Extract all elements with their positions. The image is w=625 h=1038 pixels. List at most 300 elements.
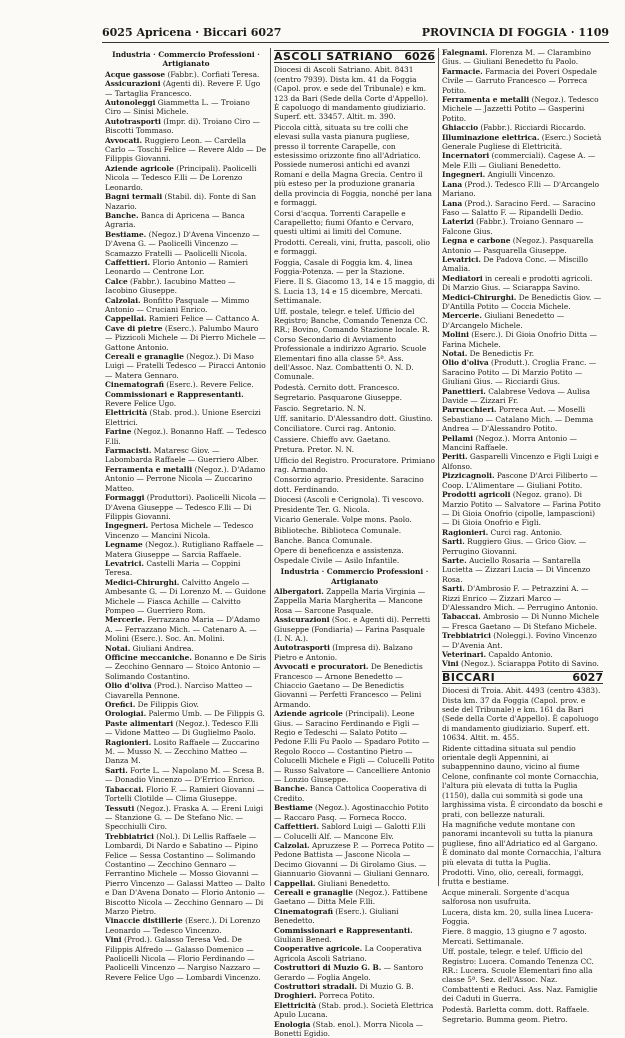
directory-entry bbox=[105, 644, 267, 653]
description-paragraph: Diocesi di Troia. Abit. 4493 (centro 4383). Dista km. 37 da Foggia (Capol. prov. e sede del Tribunale) e km. 161 da Bari (Sede della Corte d'Appello). È capoluogo di mandamento giudiziario. Superf. ett. 10634. Altit. m. 455. bbox=[442, 686, 601, 743]
entry-category: Lana bbox=[442, 198, 463, 208]
description-paragraph: Segretario. Pasquarone Giuseppe. bbox=[274, 393, 402, 403]
entry-category: Tabaccai. bbox=[442, 612, 481, 622]
town-name: ASCOLI SATRIANO bbox=[274, 50, 394, 63]
entry-category: Avvocati e procuratori. bbox=[274, 662, 369, 672]
directory-entry bbox=[442, 180, 603, 199]
entry-category: Ragionieri. bbox=[105, 737, 152, 747]
description-paragraph: Podestà. Cernito dott. Francesco. bbox=[274, 382, 400, 392]
column-1 bbox=[102, 48, 270, 982]
entry-category: Illuminazione elettrica. bbox=[442, 132, 540, 142]
directory-entry bbox=[105, 79, 267, 98]
directory-entry bbox=[274, 803, 435, 822]
entry-text: (commerciali). Cagese A. — Mele F.lli — Giuliani Benedetto. bbox=[442, 151, 596, 170]
entry-text: Florenza M. — Clarambino Gius. — Giuliani Benedetto fu Paolo. bbox=[442, 48, 591, 67]
entry-text: Losito Raffaele — Zuccarino M. — Musso N. — Zecchino Matteo — Danza M. bbox=[105, 737, 260, 766]
description-paragraph: Uff. postale, telegr. e telef. Ufficio del Registro: Lucera. Comando Tenenza CC. RR.: Lucera. Scuole Elementari fino alla classe 5ª. Sez. dell'Assoc. Naz. Combattenti e Reduci. Ass. Naz. Famiglie dei Caduti in Guerra. bbox=[442, 947, 598, 1004]
town-description bbox=[442, 686, 603, 1024]
entry-text: (Stab. enol.). Morra Nicola — Bonetti Egidio. bbox=[274, 1019, 424, 1038]
entry-text: Farmacia dei Poveri Ospedale Civile — Garruto Francesco — Porreca Potito. bbox=[442, 66, 597, 95]
entry-category: Costruttori di Muzio G. B. bbox=[274, 963, 382, 973]
entry-text: Apruzzese P. — Porreca Potito — Pedone Battista — Jascone Nicola — Decimo Giovanni — Di Girolamo Gius. — Giannuario Giovanni — Giuliani Gennaro. bbox=[274, 840, 434, 879]
description-paragraph: Prodotti. Vino, olio, cereali, formaggi, frutta e bestiame. bbox=[442, 867, 584, 887]
entry-category: Commissionari e Rappresentanti. bbox=[105, 389, 244, 399]
entry-text: (Prod.). Narciso Matteo — Ciavarella Pennone. bbox=[105, 681, 253, 700]
description-paragraph: Pretura. Pretor. N. N. bbox=[274, 445, 354, 455]
entry-text: (Negoz.). Rutigliano Raffaele — Matera Giuseppe — Sarcia Raffaele. bbox=[105, 540, 264, 559]
description-paragraph: Lucera, dista km. 20, sulla linea Lucera-Foggia. bbox=[442, 907, 593, 926]
directory-entry bbox=[274, 1020, 435, 1038]
description-paragraph: Uff. postale, telegr. e telef. Ufficio del Registro; Banche, Comando Tenenza CC. RR.; Bovino, Comando Stazione locale. R. Corso Secondario di Avviamento Professionale a indirizzo Agrario. Scuole Elementari fino alla classe 5ª. Ass. dell'Assoc. Naz. Combattenti O. N. D. Comunale. bbox=[274, 306, 430, 382]
directory-entry bbox=[442, 490, 603, 528]
columns bbox=[102, 48, 610, 1038]
entry-category: Cinematografi bbox=[274, 906, 333, 916]
page-header bbox=[102, 24, 609, 40]
description-paragraph: Ha magnifiche vedute montane con panorami incantevoli su tutta la pianura pugliese, fino all'Adriatico ed al Gargano. È dominato dal monte Cornacchia, l'altura più elevata di tutta la Puglia. bbox=[442, 819, 602, 867]
entry-text: De Filippis Giov. bbox=[135, 700, 199, 710]
entry-text: (Impr. di). Troiano Ciro — Biscotti Tommaso. bbox=[105, 116, 260, 136]
directory-entry bbox=[105, 493, 267, 521]
entry-text: Pertosa Michele — Tedesco Vincenzo — Mancini Nicola. bbox=[105, 521, 254, 540]
entry-text: Curci rag. Antonio. bbox=[488, 527, 562, 537]
directory-entry bbox=[105, 738, 267, 766]
entry-category: Sarte. bbox=[442, 555, 467, 565]
entry-text: in cereali e prodotti agricoli. Di Marzio Gius. — Sciarappa Savino. bbox=[442, 273, 593, 293]
entry-category: Assicurazioni bbox=[105, 79, 161, 89]
entry-category: Lana bbox=[442, 179, 463, 189]
description-paragraph: Ridente cittadina situata sul pendio orientale degli Appennini, ai subappennino dauno, vicino al fiume Celone, confinante col monte Cornacchia, l'altura più elevata di tutta la Puglia (1150), dalla cui sommità si gode una larghissima vista. È circondato da boschi e prati, con bellezze naturali. bbox=[442, 743, 603, 819]
entry-text: De Benedictis Giov. — D'Antilla Potito — Coccia Michele. bbox=[442, 292, 602, 311]
entry-text: (Soc. e Agenti di). Perretti Giuseppe (Fondiaria) — Farina Pasquale (I. N. A.). bbox=[274, 615, 431, 643]
entry-category: Calce bbox=[105, 276, 128, 286]
entry-text: Banca Cattolica Cooperativa di Credito. bbox=[274, 784, 427, 803]
entry-category: Ferramenta e metalli bbox=[105, 464, 193, 474]
entry-text: Giuliani Andrea. bbox=[130, 643, 194, 653]
entry-text: Giammetta L. — Troiano Ciro — Sinisi Michele. bbox=[105, 98, 250, 117]
directory-entry bbox=[442, 556, 603, 584]
description-paragraph: Segretario. Bumma geom. Pietro. bbox=[442, 1015, 568, 1025]
entry-category: Elettricità bbox=[105, 408, 148, 418]
entry-category: Ferramenta e metalli bbox=[442, 95, 530, 105]
directory-entry bbox=[442, 471, 603, 490]
directory-entry bbox=[274, 888, 435, 907]
entry-category: Costruttori stradali. bbox=[274, 982, 358, 991]
entry-category: Aziende agricole bbox=[274, 709, 343, 719]
entry-text: (Negoz.). Pasquarella Antonio — Pasquarella Giuseppe. bbox=[442, 236, 594, 255]
entry-text: Ramieri Felice — Cattanco A. bbox=[146, 314, 260, 324]
section-heading: Industria · Commercio Professioni · Artigianato bbox=[280, 567, 429, 586]
entry-category: Albergatori. bbox=[274, 586, 324, 596]
entry-text: (Impresa di). Balzano Pietro e Antonio. bbox=[274, 643, 413, 662]
directory-entry bbox=[105, 136, 267, 164]
directory-entry bbox=[442, 255, 603, 274]
entry-text: (Negoz.). Sciarappa Potito di Savino. bbox=[458, 659, 599, 669]
entry-category: Levatrici. bbox=[105, 558, 144, 568]
entry-text: (Negoz.). Bonanno Haff. — Tedesco F.lli. bbox=[105, 427, 267, 446]
entry-text: (Noleggi.). Fovino Vincenzo — D'Avenia Ant. bbox=[442, 631, 597, 650]
description-paragraph: Diocesi di Ascoli Satriano. Abit. 8431 (centro 7939). Dista km. 41 da Foggia (Capol. prov. e sede del Tribunale) e km. 123 da Bari (Sede della Corte d'Appello). È capoluogo di mandamento giudiziario. Superf. ett. 33457. Altit. m. 390. bbox=[274, 65, 429, 122]
directory-entry bbox=[442, 358, 603, 386]
directory-entry bbox=[274, 587, 435, 615]
entry-category: Mercerie. bbox=[442, 311, 482, 321]
description-paragraph: Fascio. Segretario. N. N. bbox=[274, 403, 366, 413]
entry-category: Ingegneri. bbox=[442, 170, 486, 180]
entry-text: D'Ambrosio F. — Petrazzini A. — Rizzi Enrico — Zizzari Marco — D'Alessandro Mich. — Perrugino Antonio. bbox=[442, 584, 598, 612]
entry-category: Commissionari e Rappresentanti. bbox=[274, 925, 413, 935]
entry-text: (Eserc.). Giuliani Benedetto. bbox=[274, 906, 399, 926]
entry-text: Ruggiero Leon. — Cardella Carlo — Toschi Felice — Revere Aldo — De Filippis Giovanni. bbox=[105, 135, 267, 164]
entry-text: Porreca Aut. — Moselli Sebastiano — Catalano Mich. — Demma Andrea — D'Alessandro Potito. bbox=[442, 405, 594, 434]
entry-category: Bestiame bbox=[274, 803, 313, 813]
directory-entry bbox=[105, 230, 267, 258]
entry-category: Farine bbox=[105, 427, 132, 437]
directory-entry bbox=[105, 98, 267, 117]
entry-category: Cooperative agricole. bbox=[274, 944, 363, 954]
directory-entry bbox=[274, 991, 435, 1000]
entry-text: De Benedictis Francesco — Arnone Benedetto — Chiaccio Gaetano — De Benedictis Giovanni — Perfetti Francesco — Pelini Armando. bbox=[274, 662, 423, 709]
entry-category: Calzolai. bbox=[274, 840, 310, 850]
entry-text: (Negoz.). Agostinacchio Potito — Raccaro Pasq. — Forneca Rocco. bbox=[274, 803, 429, 822]
directory-entry bbox=[442, 274, 603, 293]
directory-entry bbox=[274, 963, 435, 982]
entry-category: Aziende agricole bbox=[105, 163, 174, 173]
entry-list bbox=[105, 70, 267, 982]
directory-entry bbox=[274, 926, 435, 945]
entry-text: La Cooperativa Agricola Ascoli Satriano. bbox=[274, 944, 422, 963]
entry-category: Trebbiatrici bbox=[105, 831, 154, 841]
directory-entry bbox=[442, 67, 603, 95]
entry-category: Notai. bbox=[105, 643, 131, 653]
entry-text: (Negoz.). Fraska A. — Ereni Luigi — Stanzione G. — De Stefano Nic. — Specchiulli Ciro. bbox=[105, 803, 264, 832]
entry-text: (Stab. prod.). Società Elettrica Apulo Lucana. bbox=[274, 1000, 434, 1020]
entry-category: Notai. bbox=[442, 349, 468, 358]
town-name: BICCARI bbox=[442, 670, 496, 684]
entry-category: Olio d'oliva bbox=[442, 358, 489, 368]
entry-category: Farmacisti. bbox=[105, 446, 152, 456]
description-paragraph: Uff. sanitario. D'Alessandro dott. Giustino. bbox=[274, 414, 433, 424]
description-paragraph: Banche. Banca Comunale. bbox=[274, 535, 373, 545]
entry-text: Florio Antonio — Ramieri Leonardo — Centrone Lor. bbox=[105, 257, 249, 277]
directory-entry bbox=[105, 559, 267, 578]
description-paragraph: Podestà. Barletta comm. dott. Raffaele. bbox=[442, 1004, 590, 1014]
entry-category: Sarti. bbox=[442, 537, 465, 547]
entry-text: Giuliani Benedetto. bbox=[315, 878, 391, 888]
entry-text: (Eserc.). Di Lorenzo Leonardo — Tedesco Vincenzo. bbox=[105, 916, 261, 935]
entry-category: Medici-Chirurghi. bbox=[442, 292, 517, 302]
directory-entry bbox=[105, 766, 267, 785]
entry-text: (Agenti di). Revere F. Ugo — Tartaglia Francesco. bbox=[105, 79, 261, 98]
entry-text: Bonfitto Pasquale — Mimmo Antonio — Cruciani Enrico. bbox=[105, 295, 250, 314]
directory-entry bbox=[274, 709, 435, 784]
entry-text: Giuliani Bened. bbox=[274, 934, 332, 944]
entry-category: Cappellai. bbox=[274, 878, 316, 888]
entry-text: Giuliani Benedetto — D'Arcangelo Michele. bbox=[442, 311, 565, 330]
entry-category: Legname bbox=[105, 540, 143, 550]
directory-entry bbox=[442, 311, 603, 330]
entry-category: Paste alimentari bbox=[105, 718, 174, 728]
entry-text: Florio F. — Ramieri Giovanni — Tortelli Clotilde — Clima Giuseppe. bbox=[105, 784, 265, 804]
entry-category: Pellami bbox=[442, 433, 474, 443]
entry-text: (Nol.). Di Lellis Raffaele — Lombardi, Di Nardo e Sabatino — Pipino Felice — Sessa Costantino — Solimando Costantino — Zecchino Gennaro — Ferrantino Michele — Mosso Giovanni — Pierro Vincenzo — Galassi Matteo — Dalto e Dan D'Avena Donato — Florio Antonio — Biscotto Nicola — Zecchino Gennaro — Di Marzo Pietro. bbox=[105, 831, 265, 916]
entry-category: Officine meccaniche. bbox=[105, 653, 192, 662]
entry-text: Palermo Umb. — De Filippis G. bbox=[146, 709, 265, 719]
entry-text: (Negoz.). Morra Antonio — Mancini Raffaele. bbox=[442, 433, 577, 453]
entry-category: Periti. bbox=[442, 452, 468, 462]
entry-category: Autotrasporti bbox=[105, 116, 161, 126]
entry-category: Ghiaccio bbox=[442, 123, 479, 133]
entry-text: Revere Felice Ugo. bbox=[105, 399, 177, 409]
entry-category: Ragionieri. bbox=[442, 527, 489, 537]
directory-entry bbox=[274, 982, 435, 991]
directory-entry bbox=[442, 659, 603, 668]
directory-entry bbox=[105, 521, 267, 540]
entry-category: Parrucchieri. bbox=[442, 405, 497, 415]
entry-text: (Fabbr.). Iacubino Matteo — Iacobino Giuseppe. bbox=[105, 276, 236, 296]
directory-entry bbox=[105, 785, 267, 804]
entry-category: Vini bbox=[442, 659, 459, 669]
directory-entry bbox=[105, 211, 267, 230]
description-paragraph: Prodotti. Cereali, vini, frutta, pascoli, olio e formaggi. bbox=[274, 237, 430, 257]
entry-text: (Fabbr.). Ricciardi Riccardo. bbox=[478, 123, 586, 133]
entry-category: Banche. bbox=[105, 210, 139, 220]
header-right: PROVINCIA DI FOGGIA · 1109 bbox=[421, 25, 609, 39]
entry-category: Orefici. bbox=[105, 700, 136, 710]
entry-text: Gasparelli Vincenzo e Figli Luigi e Alfonso. bbox=[442, 452, 599, 471]
entry-text: — Santoro Gerardo — Foglia Angelo. bbox=[274, 963, 424, 982]
entry-text: (Negoz.). Di Maso Luigi — Fratelli Tedesco — Piracci Antonio — Matera Gennaro. bbox=[105, 352, 266, 380]
entry-category: Mediatori bbox=[442, 273, 483, 283]
entry-category: Caffettieri. bbox=[105, 257, 151, 267]
directory-entry bbox=[105, 465, 267, 493]
entry-text: Calvitto Angelo — Ambesante G. — Di Lorenzo M. — Guidone Michele — Fiasca Achille — Calvitto Pompeo — Guerriero Rom. bbox=[105, 577, 266, 615]
entry-text: (Produtt.). Croglia Franc. — Saracino Potito — Di Marzio Potito — Giuliani Gius. — Ricciardi Gius. bbox=[442, 358, 597, 387]
entry-text: Ruggiero Gius. — Grico Giov. — Perrugino Giovanni. bbox=[442, 537, 587, 556]
directory-entry bbox=[105, 916, 267, 935]
directory-entry bbox=[105, 380, 267, 389]
section-heading: Industria · Commercio Professioni · Artigianato bbox=[112, 50, 260, 69]
directory-entry bbox=[442, 387, 603, 406]
directory-entry bbox=[105, 719, 267, 738]
description-paragraph: Conciliatore. Curci rag. Antonio. bbox=[274, 424, 397, 434]
description-paragraph: Diocesi (Ascoli e Cerignola). Ti vescovo. Presidente Ter. G. Nicola. bbox=[274, 495, 424, 514]
directory-entry bbox=[442, 537, 603, 556]
directory-entry bbox=[274, 879, 435, 888]
directory-entry bbox=[442, 584, 603, 612]
directory-entry bbox=[105, 324, 267, 352]
entry-category: Enologia bbox=[274, 1019, 311, 1029]
column-3 bbox=[438, 48, 606, 1025]
entry-text: Sablord Luigi — Galotti F.lli — Colucelli Alf. — Mancone Elv. bbox=[274, 822, 426, 841]
directory-entry bbox=[105, 540, 267, 559]
directory-entry bbox=[274, 822, 435, 841]
directory-entry bbox=[442, 631, 603, 650]
town-heading-biccari bbox=[442, 671, 603, 684]
directory-entry bbox=[442, 330, 603, 349]
entry-category: Farmacie. bbox=[442, 66, 483, 76]
entry-category: Banche. bbox=[274, 784, 308, 794]
entry-category: Acque gassose bbox=[105, 69, 166, 79]
entry-category: Sarti. bbox=[105, 765, 128, 775]
entry-text: (Principali). Leone Gius. — Saracino Ferdinando e Figli — Regio e Tedeschi — Salato Potito — Pedone F.lli Fu Paolo — Spadaro Potito — Regolo Rocco — Costantino Pietro — Colucelli Michele e Figli — Colucelli Potito — Russo Salvatore — Cancelliere Antonio — Lonzio Giuseppe. bbox=[274, 709, 435, 785]
entry-text: (Negoz.). D'Adamo Antonio — Perrone Nicola — Zuccarino Matteo. bbox=[105, 464, 266, 493]
entry-text: (Eserc.). Revere Felice. bbox=[163, 380, 254, 390]
town-number: 6026 bbox=[404, 50, 435, 63]
entry-text: De Padova Conc. — Miscillo Amalia. bbox=[442, 254, 588, 274]
directory-entry bbox=[442, 236, 603, 255]
description-paragraph: Vicario Generale. Volpe mons. Paolo. bbox=[274, 515, 412, 525]
directory-entry bbox=[442, 217, 603, 236]
description-paragraph: Biblioteche. Biblioteca Comunale. bbox=[274, 525, 402, 535]
description-paragraph: Cassiere. Chieffo avv. Gaetano. bbox=[274, 434, 391, 444]
description-paragraph: Corsi d'acqua. Torrenti Carapelle e Carapelletto; fiumi Ofanto e Cervaro, questi ultimi ai limiti del Comune. bbox=[274, 208, 414, 237]
entry-category: Incernatori bbox=[442, 151, 490, 161]
entry-category: Bagni termali bbox=[105, 192, 163, 202]
entry-category: Cereali e granaglie bbox=[105, 352, 184, 361]
directory-entry bbox=[442, 434, 603, 453]
directory-entry bbox=[105, 709, 267, 718]
description-paragraph: Piccola città, situata su tre colli che elevasi sulla vasta pianura pugliese, presso il torrente Carapelle, con estesissimo orizzonte fino all'Adriatico. Possiede numerosi antichi ed avanzi Romani e della Magna Grecia. Centro il più esteso per la produzione granaria della provincia di Foggia, nonché per lana e formaggi. bbox=[274, 122, 432, 208]
entry-text: (Stabil. di). Fonte di San Nazario. bbox=[105, 192, 257, 211]
directory-entry bbox=[274, 615, 435, 643]
directory-entry bbox=[442, 528, 603, 537]
entry-text: Porreca Potito. bbox=[316, 991, 375, 1001]
directory-entry bbox=[105, 804, 267, 832]
directory-entry bbox=[274, 944, 435, 963]
entry-category: Autonoleggi bbox=[105, 98, 156, 108]
directory-entry bbox=[274, 907, 435, 926]
entry-text: Capaldo Antonio. bbox=[486, 650, 553, 659]
entry-category: Pizzicagnoli. bbox=[442, 471, 495, 481]
entry-category: Formaggi bbox=[105, 493, 145, 503]
description-paragraph: Foggia, Casale di Foggia km. 4, linea Foggia-Potenza. — per la Stazione. bbox=[274, 257, 413, 276]
entry-category: Cave di pietre bbox=[105, 323, 163, 333]
entry-category: Orologiai. bbox=[105, 709, 147, 719]
entry-text: Forte L. — Napolano M. — Scesa B. — Donadio Vincenzo — D'Errico Enrico. bbox=[105, 765, 265, 785]
entry-list bbox=[442, 48, 603, 669]
directory-entry bbox=[105, 390, 267, 409]
directory-entry bbox=[105, 681, 267, 700]
entry-text: (Negoz.). Tedesco Michele — Jazzetti Potito — Gasperini Potito. bbox=[442, 95, 599, 123]
entry-text: (Eserc.) Società Generale Pugliese di Elettricità. bbox=[442, 132, 602, 152]
entry-category: Ingegneri. bbox=[105, 521, 149, 531]
entry-text: (Negoz.). Fattibene Gaetano — Ditta Mele F.lli. bbox=[274, 887, 428, 907]
directory-entry bbox=[442, 612, 603, 631]
town-number: 6027 bbox=[572, 670, 603, 684]
directory-entry bbox=[105, 192, 267, 211]
entry-category: Caffettieri. bbox=[274, 822, 320, 832]
directory-entry bbox=[105, 935, 267, 982]
entry-category: Sarti. bbox=[442, 584, 465, 594]
description-paragraph: Consorzio agrario. Presidente. Saracino dott. Ferdinando. bbox=[274, 475, 424, 494]
entry-text: (Negoz. grano). Di Marzio Potito — Salvatore — Farina Potito — Di Gioia Onofrio (cipolle, lampascioni) — Di Gioia Onofrio e Figli. bbox=[442, 490, 601, 528]
entry-category: Tabaccai. bbox=[105, 784, 144, 794]
entry-category: Assicurazioni bbox=[274, 615, 330, 625]
entry-category: Cinematografi bbox=[105, 380, 164, 390]
directory-entry bbox=[442, 650, 603, 659]
directory-entry bbox=[442, 349, 603, 358]
description-paragraph: Fiere. Il S. Giacomo 13, 14 e 15 maggio, di S. Lucia 13, 14 e 15 dicembre, Mercati. Settimanale. bbox=[274, 277, 435, 306]
directory-entry bbox=[274, 841, 435, 879]
entry-category: Prodotti agricoli bbox=[442, 490, 511, 500]
description-paragraph: Fiere. 8 maggio, 13 giugno e 7 agosto. Mercati. Settimanale. bbox=[442, 927, 587, 946]
entry-text: (Eserc.). Di Gioia Onofrio Ditta — Farina Michele. bbox=[442, 330, 597, 349]
entry-category: Cappellai. bbox=[105, 314, 147, 324]
directory-entry bbox=[105, 700, 267, 709]
header-left: 6025 Apricena · Biccari 6027 bbox=[102, 25, 282, 39]
entry-text: De Benedictis Fr. bbox=[467, 349, 535, 358]
directory-entry bbox=[442, 48, 603, 67]
entry-text: Angiulli Vincenzo. bbox=[485, 170, 556, 180]
entry-text: (Prod.). Tedesco F.lli — D'Arcangelo Mariano. bbox=[442, 179, 600, 199]
entry-category: Mercerie. bbox=[105, 615, 145, 625]
entry-text: (Negoz.) D'Avena Vincenzo — D'Avena G. — Paolicelli Vincenzo — Scamazzo Fratelli — Paolicelli Nicola. bbox=[105, 229, 260, 258]
entry-category: Droghieri. bbox=[274, 991, 317, 1001]
entry-category: Elettricità bbox=[274, 1000, 317, 1010]
entry-category: Autotrasporti bbox=[274, 643, 330, 653]
entry-text: (Eserc.). Palumbo Mauro — Pizzicoli Michele — Di Pierro Michele — Gattone Antonio. bbox=[105, 323, 266, 352]
entry-text: (Negoz.). Tedesco F.lli — Vidone Matteo — Di Guglielmo Paolo. bbox=[105, 718, 259, 738]
entry-text: (Prod.). Saracino Ferd. — Saracino Faso — Salatto F. — Ripandelli Dedio. bbox=[442, 198, 596, 217]
entry-category: Trebbiatrici bbox=[442, 631, 491, 641]
directory-entry bbox=[105, 615, 267, 643]
column-2 bbox=[270, 48, 438, 1038]
entry-category: Avvocati. bbox=[105, 135, 143, 145]
entry-text: Castelli Maria — Coppini Teresa. bbox=[105, 558, 241, 578]
entry-category: Bestiame. bbox=[105, 229, 147, 239]
directory-entry bbox=[105, 164, 267, 192]
entry-text: Pascone D'Arci Filiberto — Coop. L'Alimentare — Giuliani Potito. bbox=[442, 471, 598, 490]
entry-text: (Principali). Paolicelli Nicola — Tedesco F.lli — De Lorenzo Leonardo. bbox=[105, 163, 257, 192]
entry-text: Auciello Rosaria — Santarella Lucietta — Zizzari Lucia — Di Vincenzo Rosa. bbox=[442, 555, 591, 584]
directory-entry bbox=[274, 784, 435, 803]
directory-entry bbox=[442, 95, 603, 123]
entry-text: (Produttori). Paolicelli Nicola — D'Avena Giuseppe — Tedesco F.lli — Di Filippis Giovanni. bbox=[105, 493, 267, 521]
directory-entry bbox=[105, 277, 267, 296]
entry-text: (Prod.). Galasso Teresa Ved. De Filippis Alfredo — Galasso Domenico — Paolicelli Nicola — Florio Ferdinando — Paolicelli Vincenzo — Nargiso Nazzaro — Revere Felice Ugo — Lombardi Vincenzo. bbox=[105, 935, 261, 982]
directory-entry bbox=[442, 293, 603, 312]
directory-entry bbox=[442, 405, 603, 433]
entry-category: Levatrici. bbox=[442, 254, 481, 264]
entry-category: Legna e carbone bbox=[442, 236, 511, 246]
directory-entry bbox=[274, 662, 435, 709]
directory-entry bbox=[105, 70, 267, 79]
directory-entry bbox=[105, 314, 267, 323]
directory-entry bbox=[105, 408, 267, 427]
directory-entry bbox=[274, 1001, 435, 1020]
directory-entry bbox=[442, 199, 603, 218]
directory-entry bbox=[442, 452, 603, 471]
directory-entry bbox=[105, 258, 267, 277]
entry-text: (Fabbr.). Corfiati Teresa. bbox=[165, 69, 260, 79]
directory-entry bbox=[105, 578, 267, 616]
entry-category: Olio d'oliva bbox=[105, 681, 152, 691]
entry-text: Mataresc Giov. — Labombarda Raffaele — Guerriero Alber. bbox=[105, 446, 259, 465]
entry-text: Di Muzio G. B. bbox=[357, 982, 414, 991]
entry-text: Banca di Apricena — Banca Agraria. bbox=[105, 210, 245, 230]
entry-category: Tessuti bbox=[105, 803, 135, 813]
town-heading-ascoli bbox=[274, 50, 435, 63]
directory-entry bbox=[105, 427, 267, 446]
header-rule bbox=[102, 42, 609, 43]
directory-entry bbox=[442, 133, 603, 152]
directory-entry bbox=[105, 117, 267, 136]
town-description bbox=[274, 65, 435, 565]
entry-category: Vini bbox=[105, 935, 122, 945]
entry-category: Laterizi bbox=[442, 217, 474, 227]
entry-category: Falegnami. bbox=[442, 48, 488, 57]
entry-category: Calzolai. bbox=[105, 295, 141, 305]
directory-entry bbox=[105, 832, 267, 917]
